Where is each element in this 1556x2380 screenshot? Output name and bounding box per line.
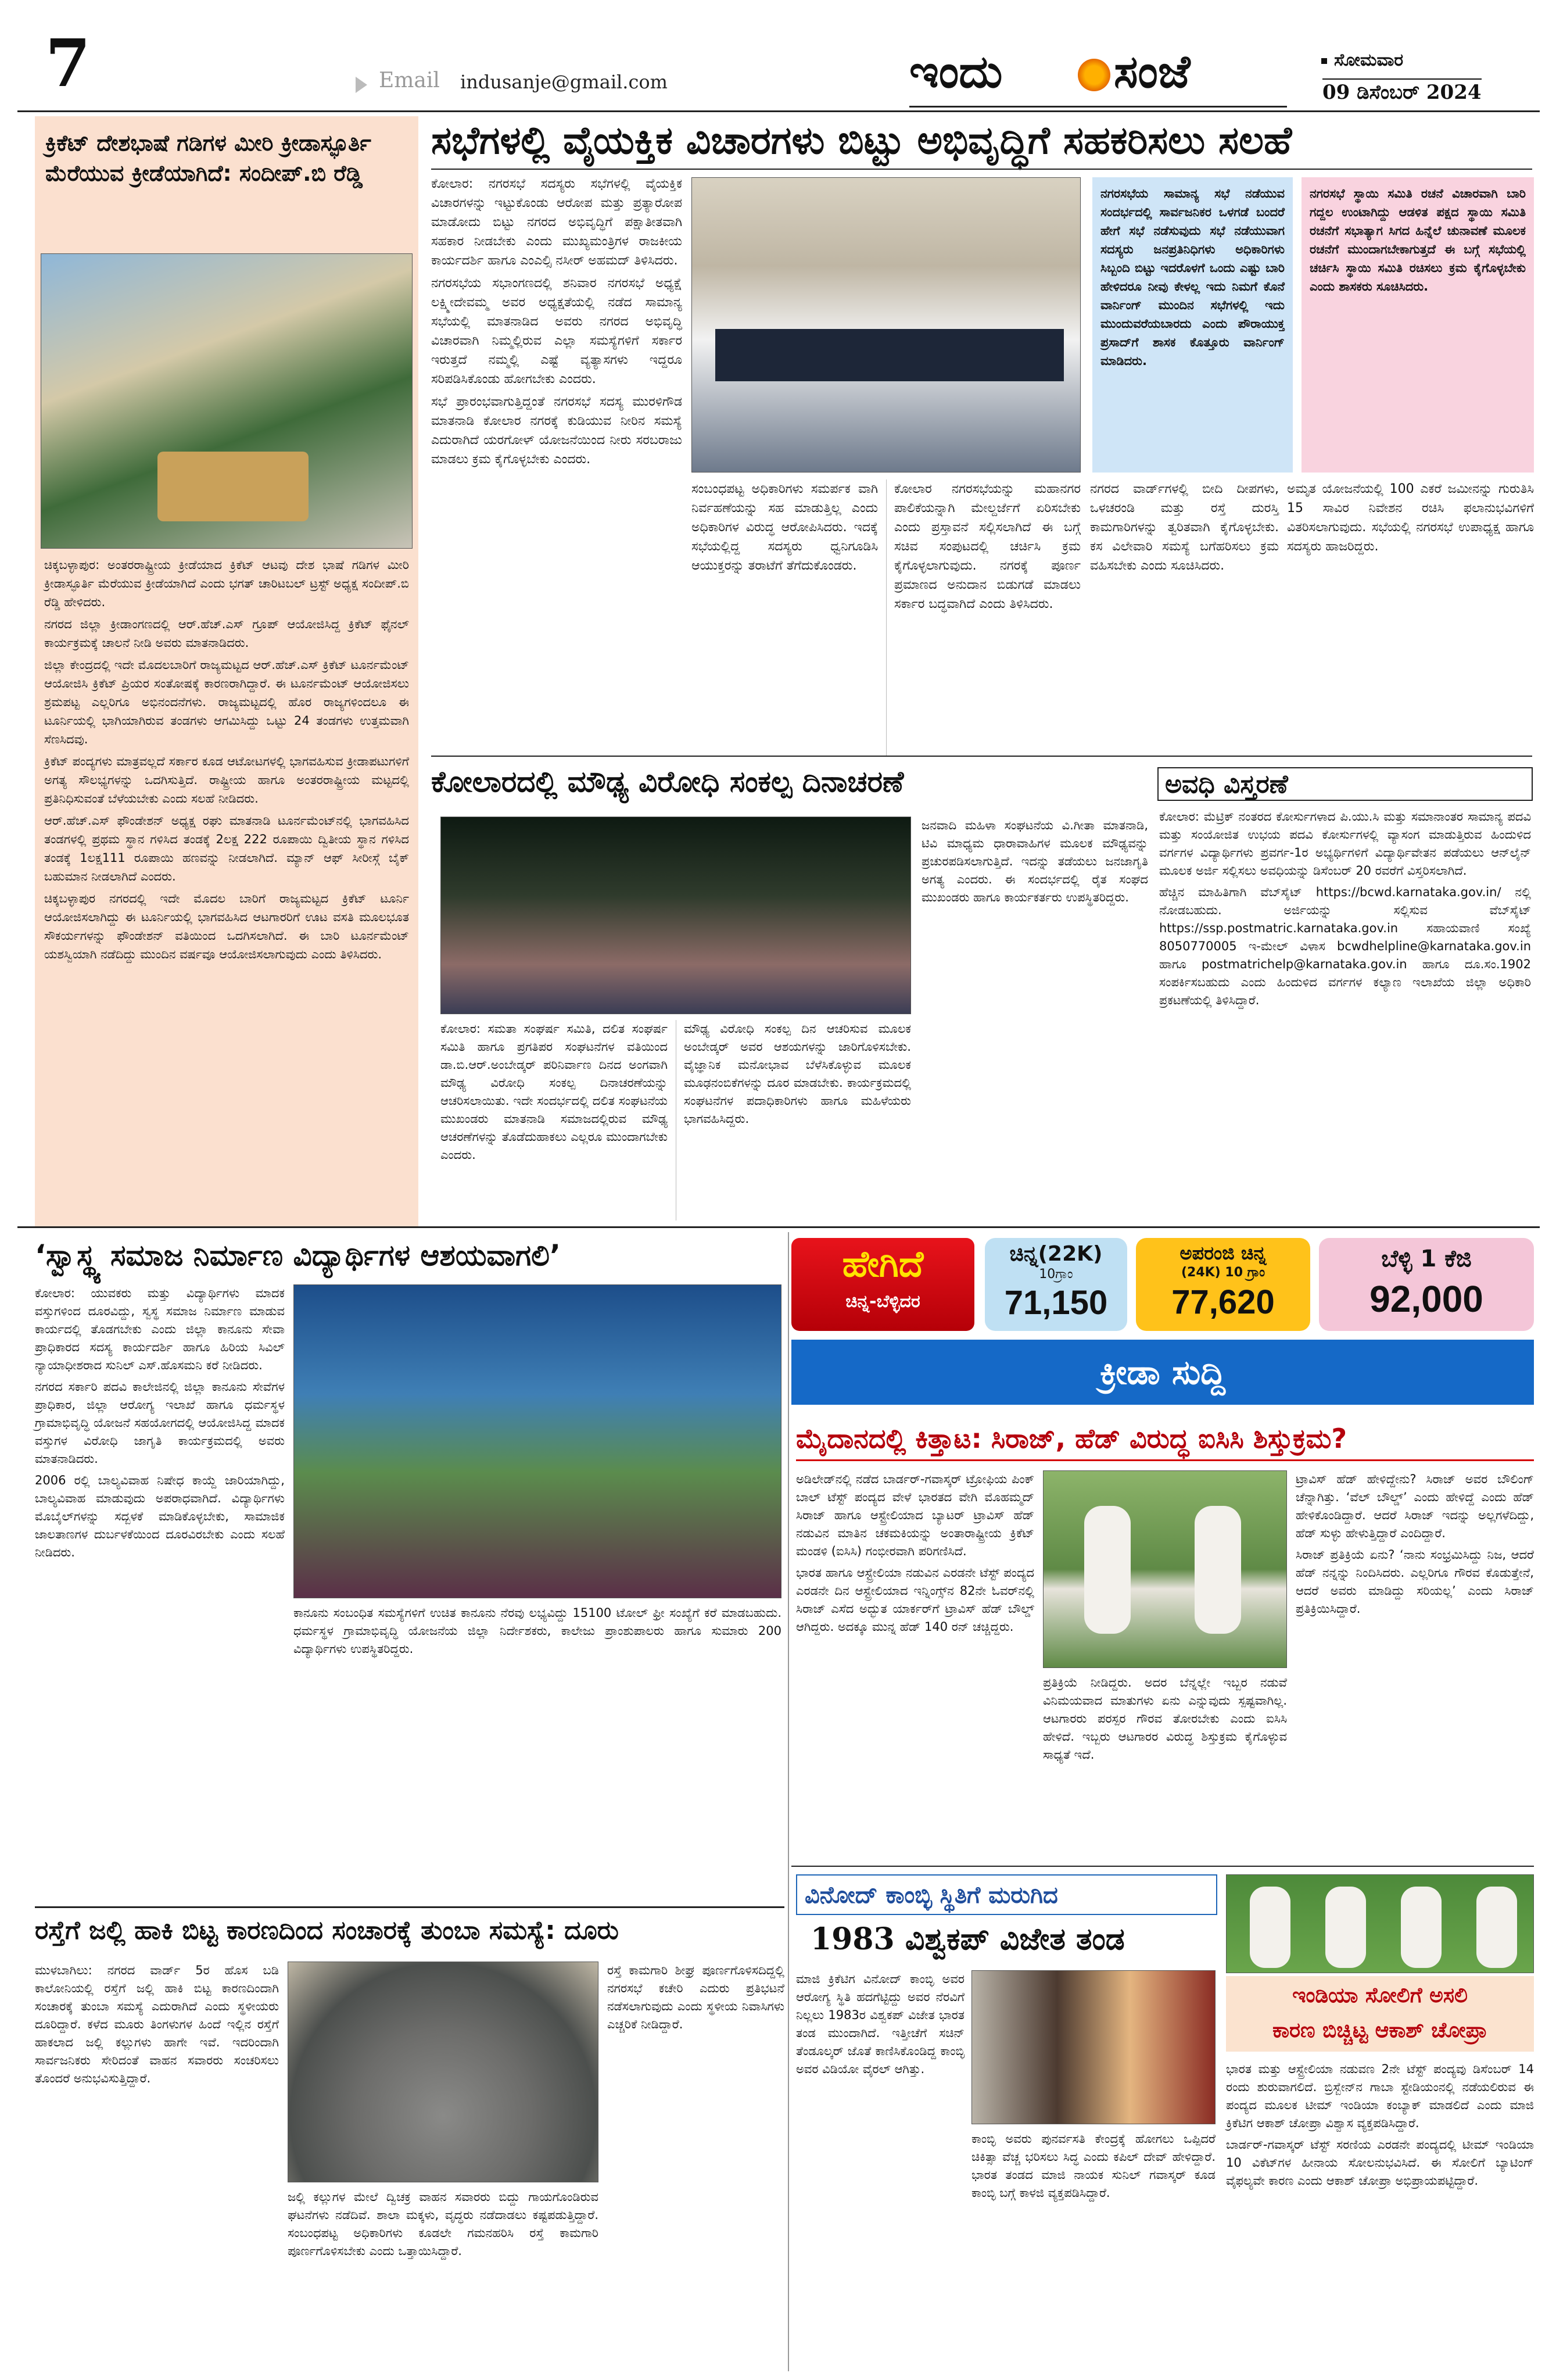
- gold-24k-price: 77,620: [1171, 1283, 1275, 1321]
- meeting-headline: ಸಭೆಗಳಲ್ಲಿ ವೈಯಕ್ತಿಕ ವಿಚಾರಗಳು ಬಿಟ್ಟು ಅಭಿವೃದ್ಧಿಗೆ ಸಹಕರಿಸಲು ಸಲಹೆ: [431, 118, 1292, 163]
- gold-24k-card: [1136, 1238, 1310, 1331]
- cricket-story-headline: ಕ್ರಿಕೆಟ್ ದೇಶಭಾಷೆ ಗಡಿಗಳ ಮೀರಿ ಕ್ರೀಡಾಸ್ಫೂರ್ತಿ ಮೆರೆಯುವ ಕ್ರೀಡೆಯಾಗಿದೆ: ಸಂದೀಪ್.ಬಿ ರೆಡ್ಡಿ: [45, 130, 371, 186]
- sports-body-right: [1296, 1470, 1534, 1860]
- extension-headline: ಅವಧಿ ವಿಸ್ತರಣೆ: [1165, 770, 1288, 799]
- kambli-paragraph: ಕಾಂಬ್ಳಿ ಅವರು ಪುನರ್ವಸತಿ ಕೇಂದ್ರಕ್ಕೆ ಹೋಗಲು ಒಪ್ಪಿದರೆ ಚಿಕಿತ್ಸಾ ವೆಚ್ಚ ಭರಿಸಲು ಸಿದ್ಧ ಎಂದು ಕಪಿಲ್ ದೇವ್ ಹೇಳಿದ್ದಾರೆ. ಭಾರತ ತಂಡದ ಮಾಜಿ ನಾಯಕ ಸುನಿಲ್ ಗವಾಸ್ಕರ್ ಕೂಡ ಕಾಂಬ್ಳಿ ಬಗ್ಗೆ ಕಾಳಜಿ ವ್ಯಕ್ತಪಡಿಸಿದ್ದಾರೆ.: [971, 2132, 1216, 2200]
- superstition-paragraph: ಜನವಾದಿ ಮಹಿಳಾ ಸಂಘಟನೆಯ ವಿ.ಗೀತಾ ಮಾತನಾಡಿ, ಟಿವಿ ಮಾಧ್ಯಮ ಧಾರಾವಾಹಿಗಳ ಮೂಲಕ ಮೌಢ್ಯವನ್ನು ಪ್ರಚುರಪಡಿಸಲಾಗುತ್ತಿದೆ. ಇದನ್ನು ತಡೆಯಲು ಜನಜಾಗೃತಿ ಅಗತ್ಯ ಎಂದರು. ಈ ಸಂದರ್ಭದಲ್ಲಿ ರೈತ ಸಂಘದ ಮುಖಂಡರು ಹಾಗೂ ಕಾರ್ಯಕರ್ತರು ಉಪಸ್ಥಿತರಿದ್ದರು.: [922, 818, 1148, 904]
- road-body-right: [607, 1962, 784, 2368]
- sun-logo-icon: [1078, 59, 1110, 91]
- healthy-society-photo: [293, 1284, 781, 1598]
- cricket-paragraph: ಜಿಲ್ಲಾ ಕೇಂದ್ರದಲ್ಲಿ ಇದೇ ಮೊದಲಬಾರಿಗೆ ರಾಜ್ಯಮಟ್ಟದ ಆರ್.ಹೆಚ್.ಎಸ್ ಕ್ರಿಕೆಟ್ ಟೂರ್ನಮೆಂಟ್ ಆಯೋಜಿಸಿ ಕ್ರಿಕೆಟ್ ಪ್ರಿಯರ ಸಂತೋಷಕ್ಕೆ ಕಾರಣರಾಗಿದ್ದಾರೆ. ಈ ಟೂರ್ನಮೆಂಟ್ ಆಯೋಜಿಸಲು ಶ್ರಮಪಟ್ಟ ಎಲ್ಲರಿಗೂ ಅಭಿನಂದನೆಗಳು. ರಾಜ್ಯಮಟ್ಟದಲ್ಲಿ ಹೊರ ರಾಜ್ಯಗಳಿಂದಲೂ ಈ ಟೂರ್ನಿಯಲ್ಲಿ ಭಾಗಿಯಾಗಿರುವ ತಂಡಗಳು ಆಗಮಿಸಿದ್ದು ಒಟ್ಟು 24 ತಂಡಗಳು ಉತ್ತಮವಾಗಿ ಸೆಣಸಿದವು.: [44, 658, 409, 746]
- chopra-paragraph: ಬಾರ್ಡರ್-ಗವಾಸ್ಕರ್ ಟೆಸ್ಟ್ ಸರಣಿಯ ಎರಡನೇ ಪಂದ್ಯದಲ್ಲಿ ಟೀಮ್ ಇಂಡಿಯಾ 10 ವಿಕೆಟ್‌ಗಳ ಹೀನಾಯ ಸೋಲನುಭವಿಸಿದೆ. ಈ ಸೋಲಿಗೆ ಬ್ಯಾಟಿಂಗ್ ವೈಫಲ್ಯವೇ ಕಾರಣ ಎಂದು ಆಕಾಶ್ ಚೋಪ್ರಾ ಅಭಿಪ್ರಾಯಪಟ್ಟಿದ್ದಾರೆ.: [1226, 2138, 1534, 2188]
- player-figure-shape: [1325, 1887, 1366, 1968]
- player-figure-shape: [1250, 1887, 1290, 1968]
- sports-section-banner: ಕ್ರೀಡಾ ಸುದ್ದಿ: [791, 1340, 1534, 1405]
- extension-paragraph: ಹೆಚ್ಚಿನ ಮಾಹಿತಿಗಾಗಿ ವೆಬ್‌ಸೈಟ್ https://bcwd.karnataka.gov.in/ ನಲ್ಲಿ ನೋಡಬಹುದು. ಅರ್ಜಿಯನ್ನು ಸಲ್ಲಿಸುವ ವೆಬ್‌ಸೈಟ್ https://ssp.postmatric.karnataka.gov.in ಸಹಾಯವಾಣಿ ಸಂಖ್ಯೆ 8050770005 ಇ-ಮೇಲ್ ವಿಳಾಸ bcwdhelpline@karnataka.gov.in ಹಾಗೂ postmatrichelp@karnataka.gov.in ಹಾಗೂ ದೂ.ಸಂ.1902 ಸಂಪರ್ಕಿಸಬಹುದು ಎಂದು ಹಿಂದುಳಿದ ವರ್ಗಗಳ ಕಲ್ಯಾಣ ಇಲಾಖೆಯ ಜಿಲ್ಲಾ ಅಧಿಕಾರಿ ಪ್ರಕಟಣೆಯಲ್ಲಿ ತಿಳಿಸಿದ್ದಾರೆ.: [1159, 885, 1531, 1007]
- email-label: Email: [379, 69, 440, 92]
- player-figure-shape: [1476, 1887, 1517, 1968]
- meeting-paragraph: ಕೋಲಾರ ನಗರಸಭೆಯನ್ನು ಮಹಾನಗರ ಪಾಲಿಕೆಯನ್ನಾಗಿ ಮೇಲ್ದರ್ಜೆಗೆ ಏರಿಸಬೇಕು ಎಂದು ಪ್ರಸ್ತಾವನೆ ಸಲ್ಲಿಸಲಾಗಿದೆ ಈ ಬಗ್ಗೆ ಸಚಿವ ಸಂಪುಟದಲ್ಲಿ ಚರ್ಚಿಸಿ ಕ್ರಮ ಕೈಗೊಳ್ಳಲಾಗುವುದು. ನಗರಕ್ಕೆ ಪೂರ್ಣ ಪ್ರಮಾಣದ ಅನುದಾನ ಬಿಡುಗಡೆ ಮಾಡಲು ಸರ್ಕಾರ ಬದ್ಧವಾಗಿದೆ ಎಂದು ತಿಳಿಸಿದರು.: [894, 482, 1081, 611]
- sports-body-mid: [1043, 1674, 1287, 1860]
- meeting-paragraph: ಅಮೃತ ಯೋಜನೆಯಲ್ಲಿ 100 ಎಕರೆ ಜಮೀನನ್ನು ಗುರುತಿಸಿ 15 ಸಾವಿರ ನಿವೇಶನ ರಚಿಸಿ ಫಲಾನುಭವಿಗಳಿಗೆ ವಿತರಿಸಲಾಗುವುದು. ಸಭೆಯಲ್ಲಿ ನಗರಸಭೆ ಉಪಾಧ್ಯಕ್ಷ ಹಾಗೂ ಸದಸ್ಯರು ಹಾಜರಿದ್ದರು.: [1287, 482, 1534, 554]
- page-number: 7: [45, 26, 91, 102]
- extension-paragraph: ಕೋಲಾರ: ಮೆಟ್ರಿಕ್ ನಂತರದ ಕೋರ್ಸುಗಳಾದ ಪಿ.ಯು.ಸಿ ಮತ್ತು ಸಮಾನಾಂತರ ಸಾಮಾನ್ಯ ಪದವಿ ಮತ್ತು ಸಂಯೋಜಿತ ಉಭಯ ಪದವಿ ಕೋರ್ಸುಗಳಲ್ಲಿ ವ್ಯಾಸಂಗ ಮಾಡುತ್ತಿರುವ ಹಿಂದುಳಿದ ವರ್ಗಗಳ ವಿದ್ಯಾರ್ಥಿಗಳು ಪ್ರವರ್ಗ-1ರ ಅಭ್ಯರ್ಥಿಗಳಿಗೆ ವಿದ್ಯಾರ್ಥಿವೇತನ ಪಡೆಯಲು ಆನ್‌ಲೈನ್ ಮೂಲಕ ಅರ್ಜಿ ಸಲ್ಲಿಸಲು ಅವಧಿಯನ್ನು ಡಿಸೆಂಬರ್ 20 ರವರೆಗೆ ವಿಸ್ತರಿಸಲಾಗಿದೆ.: [1159, 810, 1531, 878]
- road-photo: [288, 1962, 598, 2182]
- meeting-paragraph: ಸಭೆ ಪ್ರಾರಂಭವಾಗುತ್ತಿದ್ದಂತೆ ನಗರಸಭೆ ಸದಸ್ಯ ಮುರಳಿಗೌಡ ಮಾತನಾಡಿ ಕೋಲಾರ ನಗರಕ್ಕೆ ಕುಡಿಯುವ ನೀರಿನ ಸಮಸ್ಯೆ ಎದುರಾಗಿದೆ ಯರಗೋಳ್ ಯೋಜನೆಯಿಂದ ನೀರು ಸರಬರಾಜು ಮಾಡಲು ಕ್ರಮ ಕೈಗೊಳ್ಳಬೇಕು ಎಂದರು.: [431, 395, 682, 467]
- cricket-story-body: [35, 549, 418, 974]
- cricket-photo: [41, 253, 413, 549]
- road-paragraph: ಮುಳಬಾಗಿಲು: ನಗರದ ವಾರ್ಡ್ 5ರ ಹೊಸ ಬಡಿ ಕಾಲೋನಿಯಲ್ಲಿ ರಸ್ತೆಗೆ ಜಲ್ಲಿ ಹಾಕಿ ಬಿಟ್ಟ ಕಾರಣದಿಂದಾಗಿ ಸಂಚಾರಕ್ಕೆ ತುಂಬಾ ಸಮಸ್ಯೆ ಎದುರಾಗಿದೆ ಎಂದು ಸ್ಥಳೀಯರು ದೂರಿದ್ದಾರೆ. ಕಳೆದ ಮೂರು ತಿಂಗಳುಗಳ ಹಿಂದೆ ಇಲ್ಲಿನ ರಸ್ತೆಗೆ ಹಾಕಲಾದ ಜಲ್ಲಿ ಕಲ್ಲುಗಳು ಹಾಗೇ ಇವೆ. ಇದರಿಂದಾಗಿ ಸಾರ್ವಜನಿಕರು ಸೇರಿದಂತೆ ವಾಹನ ಸವಾರರು ಸಂಚರಿಸಲು ತೊಂದರೆ ಅನುಭವಿಸುತ್ತಿದ್ದಾರೆ.: [35, 1963, 279, 2085]
- sports-bottom-rule: [791, 1866, 1534, 1867]
- chopra-headline-line1: ಇಂಡಿಯಾ ಸೋಲಿಗೆ ಅಸಲಿ: [1292, 1984, 1468, 2007]
- masthead-logo: [909, 44, 1287, 108]
- kambli-paragraph: ಮಾಜಿ ಕ್ರಿಕೆಟಿಗ ವಿನೋದ್ ಕಾಂಬ್ಳಿ ಅವರ ಆರೋಗ್ಯ ಸ್ಥಿತಿ ಹದಗೆಟ್ಟಿದ್ದು ಅವರ ನೆರವಿಗೆ ನಿಲ್ಲಲು 1983ರ ವಿಶ್ವಕಪ್ ವಿಜೇತ ಭಾರತ ತಂಡ ಮುಂದಾಗಿದೆ. ಇತ್ತೀಚೆಗೆ ಸಚಿನ್ ತೆಂಡೂಲ್ಕರ್ ಜೊತೆ ಕಾಣಿಸಿಕೊಂಡಿದ್ದ ಕಾಂಬ್ಳಿ ಅವರ ವಿಡಿಯೋ ವೈರಲ್ ಆಗಿತ್ತು.: [796, 1972, 965, 2076]
- gold-rate-banner-subtitle: ಚಿನ್ನ-ಬೆಳ್ಳಿದರ: [845, 1291, 920, 1312]
- header-rule: [17, 110, 1540, 112]
- email-arrow-icon: [356, 77, 367, 93]
- healthy-paragraph: ನಗರದ ಸರ್ಕಾರಿ ಪದವಿ ಕಾಲೇಜಿನಲ್ಲಿ ಜಿಲ್ಲಾ ಕಾನೂನು ಸೇವೆಗಳ ಪ್ರಾಧಿಕಾರ, ಜಿಲ್ಲಾ ಆರೋಗ್ಯ ಇಲಾಖೆ ಹಾಗೂ ಧರ್ಮಸ್ಥಳ ಗ್ರಾಮಾಭಿವೃದ್ಧಿ ಯೋಜನೆ ಸಹಯೋಗದಲ್ಲಿ ಆಯೋಜಿಸಿದ್ದ ಮಾದಕ ವಸ್ತುಗಳ ವಿರೋಧಿ ಜಾಗೃತಿ ಕಾರ್ಯಕ್ರಮದಲ್ಲಿ ಅವರು ಮಾತನಾಡಿದರು.: [35, 1380, 285, 1466]
- meeting-body-left: [431, 174, 682, 756]
- meeting-paragraph: ಕೋಲಾರ: ನಗರಸಭೆ ಸದಸ್ಯರು ಸಭೆಗಳಲ್ಲಿ ವೈಯಕ್ತಿಕ ವಿಚಾರಗಳನ್ನು ಇಟ್ಟುಕೊಂಡು ಆರೋಪ ಮತ್ತು ಪ್ರತ್ಯಾರೋಪ ಮಾಡೋದು ಬಿಟ್ಟು ನಗರದ ಅಭಿವೃದ್ಧಿಗೆ ಪಕ್ಷಾತೀತವಾಗಿ ಸಹಕಾರ ನೀಡಬೇಕು ಎಂದು ಮುಖ್ಯಮಂತ್ರಿಗಳ ರಾಜಕೀಯ ಕಾರ್ಯದರ್ಶಿ ಹಾಗೂ ಎಂಎಲ್ಸಿ ನಸೀರ್ ಅಹಮದ್ ತಿಳಿಸಿದರು.: [431, 177, 682, 268]
- road-paragraph: ರಸ್ತೆ ಕಾಮಗಾರಿ ಶೀಘ್ರ ಪೂರ್ಣಗೊಳಿಸದಿದ್ದಲ್ಲಿ ನಗರಸಭೆ ಕಚೇರಿ ಎದುರು ಪ್ರತಿಭಟನೆ ನಡೆಸಲಾಗುವುದು ಎಂದು ಸ್ಥಳೀಯ ನಿವಾಸಿಗಳು ಎಚ್ಚರಿಕೆ ನೀಡಿದ್ದಾರೆ.: [607, 1963, 784, 2031]
- meeting-body-far-right: [1287, 479, 1534, 756]
- kambli-headline-line2: 1983 ವಿಶ್ವಕಪ್ ವಿಜೇತ ತಂಡ: [811, 1921, 1125, 1957]
- chopra-body: [1226, 2060, 1534, 2371]
- healthy-paragraph: ಕೋಲಾರ: ಯುವಕರು ಮತ್ತು ವಿದ್ಯಾರ್ಥಿಗಳು ಮಾದಕ ವಸ್ತುಗಳಿಂದ ದೂರವಿದ್ದು, ಸ್ವಸ್ಥ ಸಮಾಜ ನಿರ್ಮಾಣ ಮಾಡುವ ಕಾರ್ಯದಲ್ಲಿ ತೊಡಗಬೇಕು ಎಂದು ಜಿಲ್ಲಾ ಕಾನೂನು ಸೇವಾ ಪ್ರಾಧಿಕಾರದ ಸದಸ್ಯ ಕಾರ್ಯದರ್ಶಿ ಹಾಗೂ ಹಿರಿಯ ಸಿವಿಲ್ ನ್ಯಾಯಾಧೀಶರಾದ ಸುನಿಲ್ ಎಸ್.ಹೊಸಮನಿ ಕರೆ ನೀಡಿದರು.: [35, 1286, 285, 1372]
- meeting-body-mid: [691, 479, 1081, 756]
- superstition-headline: ಕೋಲಾರದಲ್ಲಿ ಮೌಢ್ಯ ವಿರೋಧಿ ಸಂಕಲ್ಪ ದಿನಾಚರಣೆ: [431, 765, 904, 799]
- road-body-mid: [288, 2188, 598, 2368]
- masthead-left: ಇಂದು: [909, 46, 1003, 98]
- superstition-photo: [440, 817, 911, 1014]
- sports-paragraph: ಅಡಿಲೇಡ್‌ನಲ್ಲಿ ನಡೆದ ಬಾರ್ಡರ್-ಗವಾಸ್ಕರ್ ಟ್ರೋಫಿಯ ಪಿಂಕ್ ಬಾಲ್ ಟೆಸ್ಟ್ ಪಂದ್ಯದ ವೇಳೆ ಭಾರತದ ವೇಗಿ ಮೊಹಮ್ಮದ್ ಸಿರಾಜ್ ಹಾಗೂ ಆಸ್ಟ್ರೇಲಿಯಾದ ಬ್ಯಾಟರ್ ಟ್ರಾವಿಸ್ ಹೆಡ್ ನಡುವಿನ ಮಾತಿನ ಚಕಮಕಿಯನ್ನು ಅಂತಾರಾಷ್ಟ್ರೀಯ ಕ್ರಿಕೆಟ್ ಮಂಡಳಿ (ಐಸಿಸಿ) ಗಂಭೀರವಾಗಿ ಪರಿಗಣಿಸಿದೆ.: [796, 1472, 1034, 1558]
- meeting-body-right: [1090, 479, 1279, 756]
- healthy-paragraph: 2006 ರಲ್ಲಿ ಬಾಲ್ಯವಿವಾಹ ನಿಷೇಧ ಕಾಯ್ದೆ ಜಾರಿಯಾಗಿದ್ದು, ಬಾಲ್ಯವಿವಾಹ ಮಾಡುವುದು ಅಪರಾಧವಾಗಿದೆ. ವಿದ್ಯಾರ್ಥಿಗಳು ಮೊಬೈಲ್‌ಗಳನ್ನು ಸದ್ಬಳಕೆ ಮಾಡಿಕೊಳ್ಳಬೇಕು, ಸಾಮಾಜಿಕ ಜಾಲತಾಣಗಳ ದುರ್ಬಳಕೆಯಿಂದ ದೂರವಿರಬೇಕು ಎಂದು ಸಲಹೆ ನೀಡಿದರು.: [35, 1473, 285, 1559]
- sports-body-left: [796, 1470, 1034, 1860]
- gold-22k-price: 71,150: [1004, 1284, 1108, 1322]
- cricket-paragraph: ಚಿಕ್ಕಬಳ್ಳಾಪುರ: ಅಂತರರಾಷ್ಟ್ರೀಯ ಕ್ರೀಡೆಯಾದ ಕ್ರಿಕೆಟ್ ಆಟವು ದೇಶ ಭಾಷೆ ಗಡಿಗಳ ಮೀರಿ ಕ್ರೀಡಾಸ್ಫೂರ್ತಿ ಮೆರೆಯುವ ಕ್ರೀಡೆಯಾಗಿದೆ ಎಂದು ಭಗತ್ ಚಾರಿಟಬಲ್ ಟ್ರಸ್ಟ್ ಅಧ್ಯಕ್ಷ ಸಂದೀಪ್.ಬಿ ರೆಡ್ಡಿ ಹೇಳಿದರು.: [44, 558, 409, 609]
- kambli-headline-line1: ವಿನೋದ್ ಕಾಂಬ್ಳಿ ಸ್ಥಿತಿಗೆ ಮರುಗಿದ: [805, 1882, 1058, 1909]
- meeting-paragraph: ನಗರದ ವಾರ್ಡ್‌ಗಳಲ್ಲಿ ಬೀದಿ ದೀಪಗಳು, ಒಳಚರಂಡಿ ಮತ್ತು ರಸ್ತೆ ದುರಸ್ತಿ ಕಾಮಗಾರಿಗಳನ್ನು ತ್ವರಿತವಾಗಿ ಕೈಗೊಳ್ಳಬೇಕು. ಕಸ ವಿಲೇವಾರಿ ಸಮಸ್ಯೆ ಬಗೆಹರಿಸಲು ಕ್ರಮ ವಹಿಸಬೇಕು ಎಂದು ಸೂಚಿಸಿದರು.: [1090, 482, 1279, 573]
- silver-card: [1319, 1238, 1534, 1331]
- kambli-photo: [971, 1970, 1216, 2124]
- healthy-paragraph: ಕಾನೂನು ಸಂಬಂಧಿತ ಸಮಸ್ಯೆಗಳಿಗೆ ಉಚಿತ ಕಾನೂನು ನೆರವು ಲಭ್ಯವಿದ್ದು 15100 ಟೋಲ್ ಫ್ರೀ ಸಂಖ್ಯೆಗೆ ಕರೆ ಮಾಡಬಹುದು. ಧರ್ಮಸ್ಥಳ ಗ್ರಾಮಾಭಿವೃದ್ಧಿ ಯೋಜನೆಯ ಜಿಲ್ಲಾ ನಿರ್ದೇಶಕರು, ಕಾಲೇಜು ಪ್ರಾಂಶುಪಾಲರು ಹಾಗೂ ಸುಮಾರು 200 ವಿದ್ಯಾರ್ಥಿಗಳು ಉಪಸ್ಥಿತರಿದ್ದರು.: [293, 1606, 781, 1656]
- silver-label: ಬೆಳ್ಳಿ 1 ಕೆಜಿ: [1381, 1246, 1472, 1272]
- meeting-box-pink-text: ನಗರಸಭೆ ಸ್ಥಾಯಿ ಸಮಿತಿ ರಚನೆ ವಿಚಾರವಾಗಿ ಬಾರಿ ಗದ್ದಲ ಉಂಟಾಗಿದ್ದು ಆಡಳಿತ ಪಕ್ಷದ ಸ್ಥಾಯಿ ಸಮಿತಿ ರಚನೆಗೆ ಸಭಾತ್ಯಾಗ ಸಿಗದ ಹಿನ್ನೆಲೆ ಚುನಾವಣೆ ಮೂಲಕ ರಚನೆಗೆ ಮುಂದಾಗಬೇಕಾಗುತ್ತದೆ ಈ ಬಗ್ಗೆ ಸಭೆಯಲ್ಲಿ ಚರ್ಚಿಸಿ ಸ್ಥಾಯಿ ಸಮಿತಿ ರಚಿಸಲು ಕ್ರಮ ಕೈಗೊಳ್ಳಬೇಕು ಎಂದು ಶಾಸಕರು ಸೂಚಿಸಿದರು.: [1310, 187, 1526, 294]
- road-paragraph: ಜಲ್ಲಿ ಕಲ್ಲುಗಳ ಮೇಲೆ ದ್ವಿಚಕ್ರ ವಾಹನ ಸವಾರರು ಬಿದ್ದು ಗಾಯಗೊಂಡಿರುವ ಘಟನೆಗಳು ನಡೆದಿವೆ. ಶಾಲಾ ಮಕ್ಕಳು, ವೃದ್ಧರು ನಡೆದಾಡಲು ಕಷ್ಟಪಡುತ್ತಿದ್ದಾರೆ. ಸಂಬಂಧಪಟ್ಟ ಅಧಿಕಾರಿಗಳು ಕೂಡಲೇ ಗಮನಹರಿಸಿ ರಸ್ತೆ ಕಾಮಗಾರಿ ಪೂರ್ಣಗೊಳಿಸಬೇಕು ಎಂದು ಒತ್ತಾಯಿಸಿದ್ದಾರೆ.: [288, 2190, 598, 2258]
- gold-22k-card: [985, 1238, 1127, 1331]
- trophy-table-shape: [157, 452, 309, 521]
- cricket-paragraph: ಚಿಕ್ಕಬಳ್ಳಾಪುರ ನಗರದಲ್ಲಿ ಇದೇ ಮೊದಲ ಬಾರಿಗೆ ರಾಜ್ಯಮಟ್ಟದ ಕ್ರಿಕೆಟ್ ಟೂರ್ನಿ ಆಯೋಜಿಸಲಾಗಿದ್ದು ಈ ಟೂರ್ನಿಯಲ್ಲಿ ಭಾಗವಹಿಸಿದ ಆಟಗಾರರಿಗೆ ಊಟ ವಸತಿ ಮೂಲಭೂತ ಸೌಕರ್ಯಗಳನ್ನು ಫೌಂಡೇಶನ್ ವತಿಯಿಂದ ಒದಗಿಸಲಾಗಿದೆ. ಈ ಬಾರಿ ಟೂರ್ನಮೆಂಟ್ ಯಶಸ್ವಿಯಾಗಿ ನಡೆದಿದ್ದು ಮುಂದಿನ ವರ್ಷವೂ ಆಯೋಜಿಸಲಾಗುವುದು ಎಂದು ತಿಳಿಸಿದರು.: [44, 892, 409, 961]
- superstition-body: [440, 1020, 911, 1221]
- cricket-story: [35, 116, 418, 1226]
- chopra-headline-line2: ಕಾರಣ ಬಿಚ್ಚಿಟ್ಟ ಆಕಾಶ್ ಚೋಪ್ರಾ: [1272, 2018, 1487, 2042]
- meeting-paragraph: ಸಂಬಂಧಪಟ್ಟ ಅಧಿಕಾರಿಗಳು ಸಮರ್ಪಕ ವಾಗಿ ನಿರ್ವಹಣೆಯನ್ನು ಸಹ ಮಾಡುತ್ತಿಲ್ಲ ಎಂದು ಅಧಿಕಾರಿಗಳ ವಿರುದ್ಧ ಆರೋಪಿಸಿದರು. ಇದಕ್ಕೆ ಸಭೆಯಲ್ಲಿದ್ದ ಸದಸ್ಯರು ಧ್ವನಿಗೂಡಿಸಿ ಆಯುಕ್ತರನ್ನು ತರಾಟೆಗೆ ತೆಗೆದುಕೊಂಡರು.: [691, 482, 878, 573]
- sports-paragraph: ಟ್ರಾವಿಸ್ ಹೆಡ್ ಹೇಳಿದ್ದೇನು? ಸಿರಾಜ್ ಅವರ ಬೌಲಿಂಗ್ ಚೆನ್ನಾಗಿತ್ತು. ‘ವೆಲ್ ಬೌಲ್ಡ್’ ಎಂದು ಹೇಳಿದ್ದೆ ಎಂದು ಹೆಡ್ ಹೇಳಿಕೊಂಡಿದ್ದಾರೆ. ಆದರೆ ಸಿರಾಜ್ ಇದನ್ನು ಅಲ್ಲಗಳೆದಿದ್ದು, ಹೆಡ್ ಸುಳ್ಳು ಹೇಳುತ್ತಿದ್ದಾರೆ ಎಂದಿದ್ದಾರೆ.: [1296, 1472, 1534, 1540]
- gold-24k-label: ಅಪರಂಜಿ ಚಿನ್ನ: [1179, 1242, 1267, 1264]
- cricket-paragraph: ಆರ್.ಹೆಚ್.ಎಸ್ ಫೌಂಡೇಶನ್ ಅಧ್ಯಕ್ಷ ರಘು ಮಾತನಾಡಿ ಟೂರ್ನಮೆಂಟ್‌ನಲ್ಲಿ ಭಾಗವಹಿಸಿದ ತಂಡಗಳಲ್ಲಿ ಪ್ರಥಮ ಸ್ಥಾನ ಗಳಿಸಿದ ತಂಡಕ್ಕೆ 2ಲಕ್ಷ 222 ರೂಪಾಯಿ ದ್ವಿತೀಯ ಸ್ಥಾನ ಗಳಿಸಿದ ತಂಡಕ್ಕೆ 1ಲಕ್ಷ111 ರೂಪಾಯಿ ಹಣವನ್ನು ನೀಡಲಾಗಿದೆ. ಮ್ಯಾನ್ ಆಫ್ ಸೀರೀಸ್ಗೆ ಬೈಕ್ ಬಹುಮಾನ ನೀಡಲಾಗಿದೆ ಎಂದರು.: [44, 814, 409, 883]
- player-figure-shape: [1195, 1506, 1241, 1634]
- cricket-paragraph: ನಗರದ ಜಿಲ್ಲಾ ಕ್ರೀಡಾಂಗಣದಲ್ಲಿ ಆರ್.ಹೆಚ್.ಎಸ್ ಗ್ರೂಪ್ ಆಯೋಜಿಸಿದ್ದ ಕ್ರಿಕೆಟ್ ಫೈನಲ್ ಕಾರ್ಯಕ್ರಮಕ್ಕೆ ಚಾಲನೆ ನೀಡಿ ಅವರು ಮಾತನಾಡಿದರು.: [44, 617, 409, 650]
- silver-price: 92,000: [1369, 1278, 1483, 1320]
- sports-paragraph: ಭಾರತ ಹಾಗೂ ಆಸ್ಟ್ರೇಲಿಯಾ ನಡುವಿನ ಎರಡನೇ ಟೆಸ್ಟ್ ಪಂದ್ಯದ ಎರಡನೇ ದಿನ ಆಸ್ಟ್ರೇಲಿಯಾದ ಇನ್ನಿಂಗ್ಸ್‌ನ 82ನೇ ಓವರ್‌ನಲ್ಲಿ ಸಿರಾಜ್ ಎಸೆದ ಅದ್ಭುತ ಯಾರ್ಕರ್‌ಗೆ ಟ್ರಾವಿಸ್ ಹೆಡ್ ಬೌಲ್ಡ್ ಆಗಿದ್ದರು. ಅದಕ್ಕೂ ಮುನ್ನ ಹೆಡ್ 140 ರನ್ ಚಚ್ಚಿದ್ದರು.: [796, 1566, 1034, 1634]
- meeting-box-pink: [1302, 177, 1534, 473]
- section-rule: [431, 756, 1532, 757]
- issue-date: 09 ಡಿಸೆಂಬರ್ 2024: [1322, 78, 1482, 104]
- player-figure-shape: [1401, 1887, 1442, 1968]
- superstition-body-right: [922, 817, 1148, 1223]
- superstition-paragraph: ಮೌಢ್ಯ ವಿರೋಧಿ ಸಂಕಲ್ಪ ದಿನ ಆಚರಿಸುವ ಮೂಲಕ ಅಂಬೇಡ್ಕರ್ ಅವರ ಆಶಯಗಳನ್ನು ಜಾರಿಗೊಳಿಸಬೇಕು. ವೈಜ್ಞಾನಿಕ ಮನೋಭಾವ ಬೆಳೆಸಿಕೊಳ್ಳುವ ಮೂಲಕ ಮೂಢನಂಬಿಕೆಗಳನ್ನು ದೂರ ಮಾಡಬೇಕು. ಕಾರ್ಯಕ್ರಮದಲ್ಲಿ ಸಂಘಟನೆಗಳ ಪದಾಧಿಕಾರಿಗಳು ಹಾಗೂ ಮಹಿಳೆಯರು ಭಾಗವಹಿಸಿದ್ದರು.: [684, 1022, 911, 1126]
- mid-page-rule: [17, 1226, 1540, 1228]
- cricket-paragraph: ಕ್ರಿಕೆಟ್ ಪಂದ್ಯಗಳು ಮಾತ್ರವಲ್ಲದೆ ಸರ್ಕಾರ ಕೂಡ ಆಟೋಟಗಳಲ್ಲಿ ಭಾಗವಹಿಸುವ ಕ್ರೀಡಾಪಟುಗಳಿಗೆ ಅಗತ್ಯ ಸೌಲಭ್ಯಗಳನ್ನು ಒದಗಿಸುತ್ತಿದೆ. ರಾಷ್ಟ್ರೀಯ ಹಾಗೂ ಅಂತರರಾಷ್ಟ್ರೀಯ ಮಟ್ಟದಲ್ಲಿ ಪ್ರತಿನಿಧಿಸುವಂತೆ ಬೆಳೆಯಬೇಕು ಎಂದು ಸಲಹೆ ನೀಡಿದರು.: [44, 754, 409, 806]
- siraj-head-photo: [1043, 1470, 1287, 1668]
- gold-rate-banner: [791, 1238, 974, 1331]
- meeting-headline-rule: [431, 169, 1532, 170]
- healthy-society-headline: ‘ಸ್ವಾಸ್ಥ್ಯ ಸಮಾಜ ನಿರ್ಮಾಣ ವಿದ್ಯಾರ್ಥಿಗಳ ಆಶಯವಾಗಲಿ’: [35, 1239, 561, 1272]
- meeting-photo: [691, 177, 1081, 473]
- kambli-body-right: [971, 2130, 1216, 2371]
- meeting-paragraph: ನಗರಸಭೆಯ ಸಭಾಂಗಣದಲ್ಲಿ ಶನಿವಾರ ನಗರಸಭೆ ಅಧ್ಯಕ್ಷೆ ಲಕ್ಷ್ಮೀದೇವಮ್ಮ ಅವರ ಅಧ್ಯಕ್ಷತೆಯಲ್ಲಿ ನಡೆದ ಸಾಮಾನ್ಯ ಸಭೆಯಲ್ಲಿ ಮಾತನಾಡಿದ ಅವರು ನಗರದ ಅಭಿವೃದ್ಧಿ ವಿಚಾರವಾಗಿ ನಿಮ್ಮಲ್ಲಿರುವ ಎಲ್ಲಾ ಸಮಸ್ಯೆಗಳಿಗೆ ಸರ್ಕಾರ ಇರುತ್ತದೆ ನಮ್ಮಲ್ಲಿ ಎಷ್ಟೆ ವ್ಯತ್ಯಾಸಗಳು ಇದ್ದರೂ ಸರಿಪಡಿಸಿಕೊಂಡು ಹೋಗಬೇಕು ಎಂದರು.: [431, 276, 682, 386]
- bottom-left-rule: [35, 1906, 784, 1908]
- road-body-left: [35, 1962, 279, 2368]
- sports-paragraph: ಸಿರಾಜ್ ಪ್ರತಿಕ್ರಿಯೆ ಏನು? ‘ನಾನು ಸಂಭ್ರಮಿಸಿದ್ದು ನಿಜ, ಆದರೆ ಹೆಡ್ ನನ್ನನ್ನು ನಿಂದಿಸಿದರು. ಎಲ್ಲರಿಗೂ ಗೌರವ ಕೊಡುತ್ತೇನೆ, ಆದರೆ ಅವರು ಮಾಡಿದ್ದು ಸರಿಯಲ್ಲ’ ಎಂದು ಸಿರಾಜ್ ಪ್ರತಿಕ್ರಿಯಿಸಿದ್ದಾರೆ.: [1296, 1548, 1534, 1616]
- page-header: [0, 0, 1556, 110]
- masthead-right: ಸಂಜೆ: [1114, 46, 1191, 98]
- vertical-divider: [788, 1232, 789, 2371]
- header-bullet-icon: [1321, 58, 1327, 64]
- road-headline: ರಸ್ತೆಗೆ ಜಲ್ಲಿ ಹಾಕಿ ಬಿಟ್ಟ ಕಾರಣದಿಂದ ಸಂಚಾರಕ್ಕೆ ತುಂಬಾ ಸಮಸ್ಯೆ: ದೂರು: [35, 1916, 619, 1945]
- chopra-paragraph: ಭಾರತ ಮತ್ತು ಆಸ್ಟ್ರೇಲಿಯಾ ನಡುವಣ 2ನೇ ಟೆಸ್ಟ್ ಪಂದ್ಯವು ಡಿಸೆಂಬರ್ 14 ರಂದು ಶುರುವಾಗಲಿದೆ. ಬ್ರಿಸ್ಬೇನ್‌ನ ಗಾಬಾ ಸ್ಟೇಡಿಯಂನಲ್ಲಿ ನಡೆಯಲಿರುವ ಈ ಪಂದ್ಯದ ಮೂಲಕ ಟೀಮ್ ಇಂಡಿಯಾ ಕಂಬ್ಯಾಕ್ ಮಾಡಲಿದೆ ಎಂದು ಮಾಜಿ ಕ್ರಿಕೆಟಿಗ ಆಕಾಶ್ ಚೋಪ್ರಾ ವಿಶ್ವಾಸ ವ್ಯಕ್ತಪಡಿಸಿದ್ದಾರೆ.: [1226, 2062, 1534, 2130]
- healthy-society-body-left: [35, 1284, 285, 1901]
- meeting-table-shape: [715, 329, 1064, 381]
- player-figure-shape: [1084, 1506, 1131, 1634]
- superstition-paragraph: ಕೋಲಾರ: ಸಮತಾ ಸಂಘರ್ಷ ಸಮಿತಿ, ದಲಿತ ಸಂಘರ್ಷ ಸಮಿತಿ ಹಾಗೂ ಪ್ರಗತಿಪರ ಸಂಘಟನೆಗಳ ವತಿಯಿಂದ ಡಾ.ಬಿ.ಆರ್.ಅಂಬೇಡ್ಕರ್ ಪರಿನಿರ್ವಾಣ ದಿನದ ಅಂಗವಾಗಿ ಮೌಢ್ಯ ವಿರೋಧಿ ಸಂಕಲ್ಪ ದಿನಾಚರಣೆಯನ್ನು ಆಚರಿಸಲಾಯಿತು. ಇದೇ ಸಂದರ್ಭದಲ್ಲಿ ದಲಿತ ಸಂಘಟನೆಯ ಮುಖಂಡರು ಮಾತನಾಡಿ ಸಮಾಜದಲ್ಲಿರುವ ಮೌಢ್ಯ ಆಚರಣೆಗಳನ್ನು ತೊಡೆದುಹಾಕಲು ಎಲ್ಲರೂ ಮುಂದಾಗಬೇಕು ಎಂದರು.: [440, 1022, 668, 1162]
- team-india-photo: [1226, 1874, 1534, 1973]
- extension-body: [1159, 808, 1531, 1221]
- sports-paragraph: ಪ್ರತಿಕ್ರಿಯೆ ನೀಡಿದ್ದರು. ಅದರ ಬೆನ್ನಲ್ಲೇ ಇಬ್ಬರ ನಡುವೆ ವಿನಿಮಯವಾದ ಮಾತುಗಳು ಏನು ಎನ್ನುವುದು ಸ್ಪಷ್ಟವಾಗಿಲ್ಲ. ಆಟಗಾರರು ಪರಸ್ಪರ ಗೌರವ ತೋರಬೇಕು ಎಂದು ಐಸಿಸಿ ಹೇಳಿದೆ. ಇಬ್ಬರು ಆಟಗಾರರ ವಿರುದ್ಧ ಶಿಸ್ತುಕ್ರಮ ಕೈಗೊಳ್ಳುವ ಸಾಧ್ಯತೆ ಇದೆ.: [1043, 1676, 1287, 1762]
- gold-24k-unit: (24K) 10 ಗ್ರಾಂ: [1181, 1265, 1265, 1280]
- issue-day: ಸೋಮವಾರ: [1334, 50, 1404, 70]
- kambli-body-left: [796, 1970, 965, 2371]
- email-address: indusanje@gmail.com: [460, 71, 668, 93]
- healthy-society-body-right: [293, 1604, 781, 1901]
- meeting-box-blue-text: ನಗರಸಭೆಯ ಸಾಮಾನ್ಯ ಸಭೆ ನಡೆಯುವ ಸಂದರ್ಭದಲ್ಲಿ ಸಾರ್ವಜನಿಕರ ಒಳಗಡೆ ಬಂದರೆ ಹೇಗೆ ಸಭೆ ನಡೆಸುವುದು ಸಭೆ ನಡೆಯುವಾಗ ಸದಸ್ಯರು ಜನಪ್ರತಿನಿಧಿಗಳು ಅಧಿಕಾರಿಗಳು ಸಿಬ್ಬಂದಿ ಬಿಟ್ಟು ಇದರೊಳಗೆ ಒಂದು ಎಷ್ಟು ಬಾರಿ ಹೇಳಿದರೂ ನೀವು ಕೇಳಲ್ಲ ಇದು ನಿಮಗೆ ಕೊನೆ ವಾರ್ನಿಂಗ್ ಮುಂದಿನ ಸಭೆಗಳಲ್ಲಿ ಇದು ಮುಂದುವರೆಯಬಾರದು ಎಂದು ಪೌರಾಯುಕ್ತ ಪ್ರಸಾದ್‌ಗೆ ಶಾಸಕ ಕೊತ್ತೂರು ವಾರ್ನಿಂಗ್ ಮಾಡಿದರು.: [1100, 187, 1285, 368]
- meeting-box-blue: [1092, 177, 1293, 473]
- gold-rate-banner-title: ಹೇಗಿದೆ: [842, 1243, 924, 1285]
- gold-22k-label: ಚಿನ್ನ(22K): [1009, 1242, 1103, 1266]
- gold-22k-unit: 10ಗ್ರಾಂ: [1039, 1267, 1073, 1282]
- sports-headline: ಮೈದಾನದಲ್ಲಿ ಕಿತ್ತಾಟ: ಸಿರಾಜ್, ಹೆಡ್ ವಿರುದ್ಧ ಐಸಿಸಿ ಶಿಸ್ತುಕ್ರಮ?: [796, 1423, 1347, 1454]
